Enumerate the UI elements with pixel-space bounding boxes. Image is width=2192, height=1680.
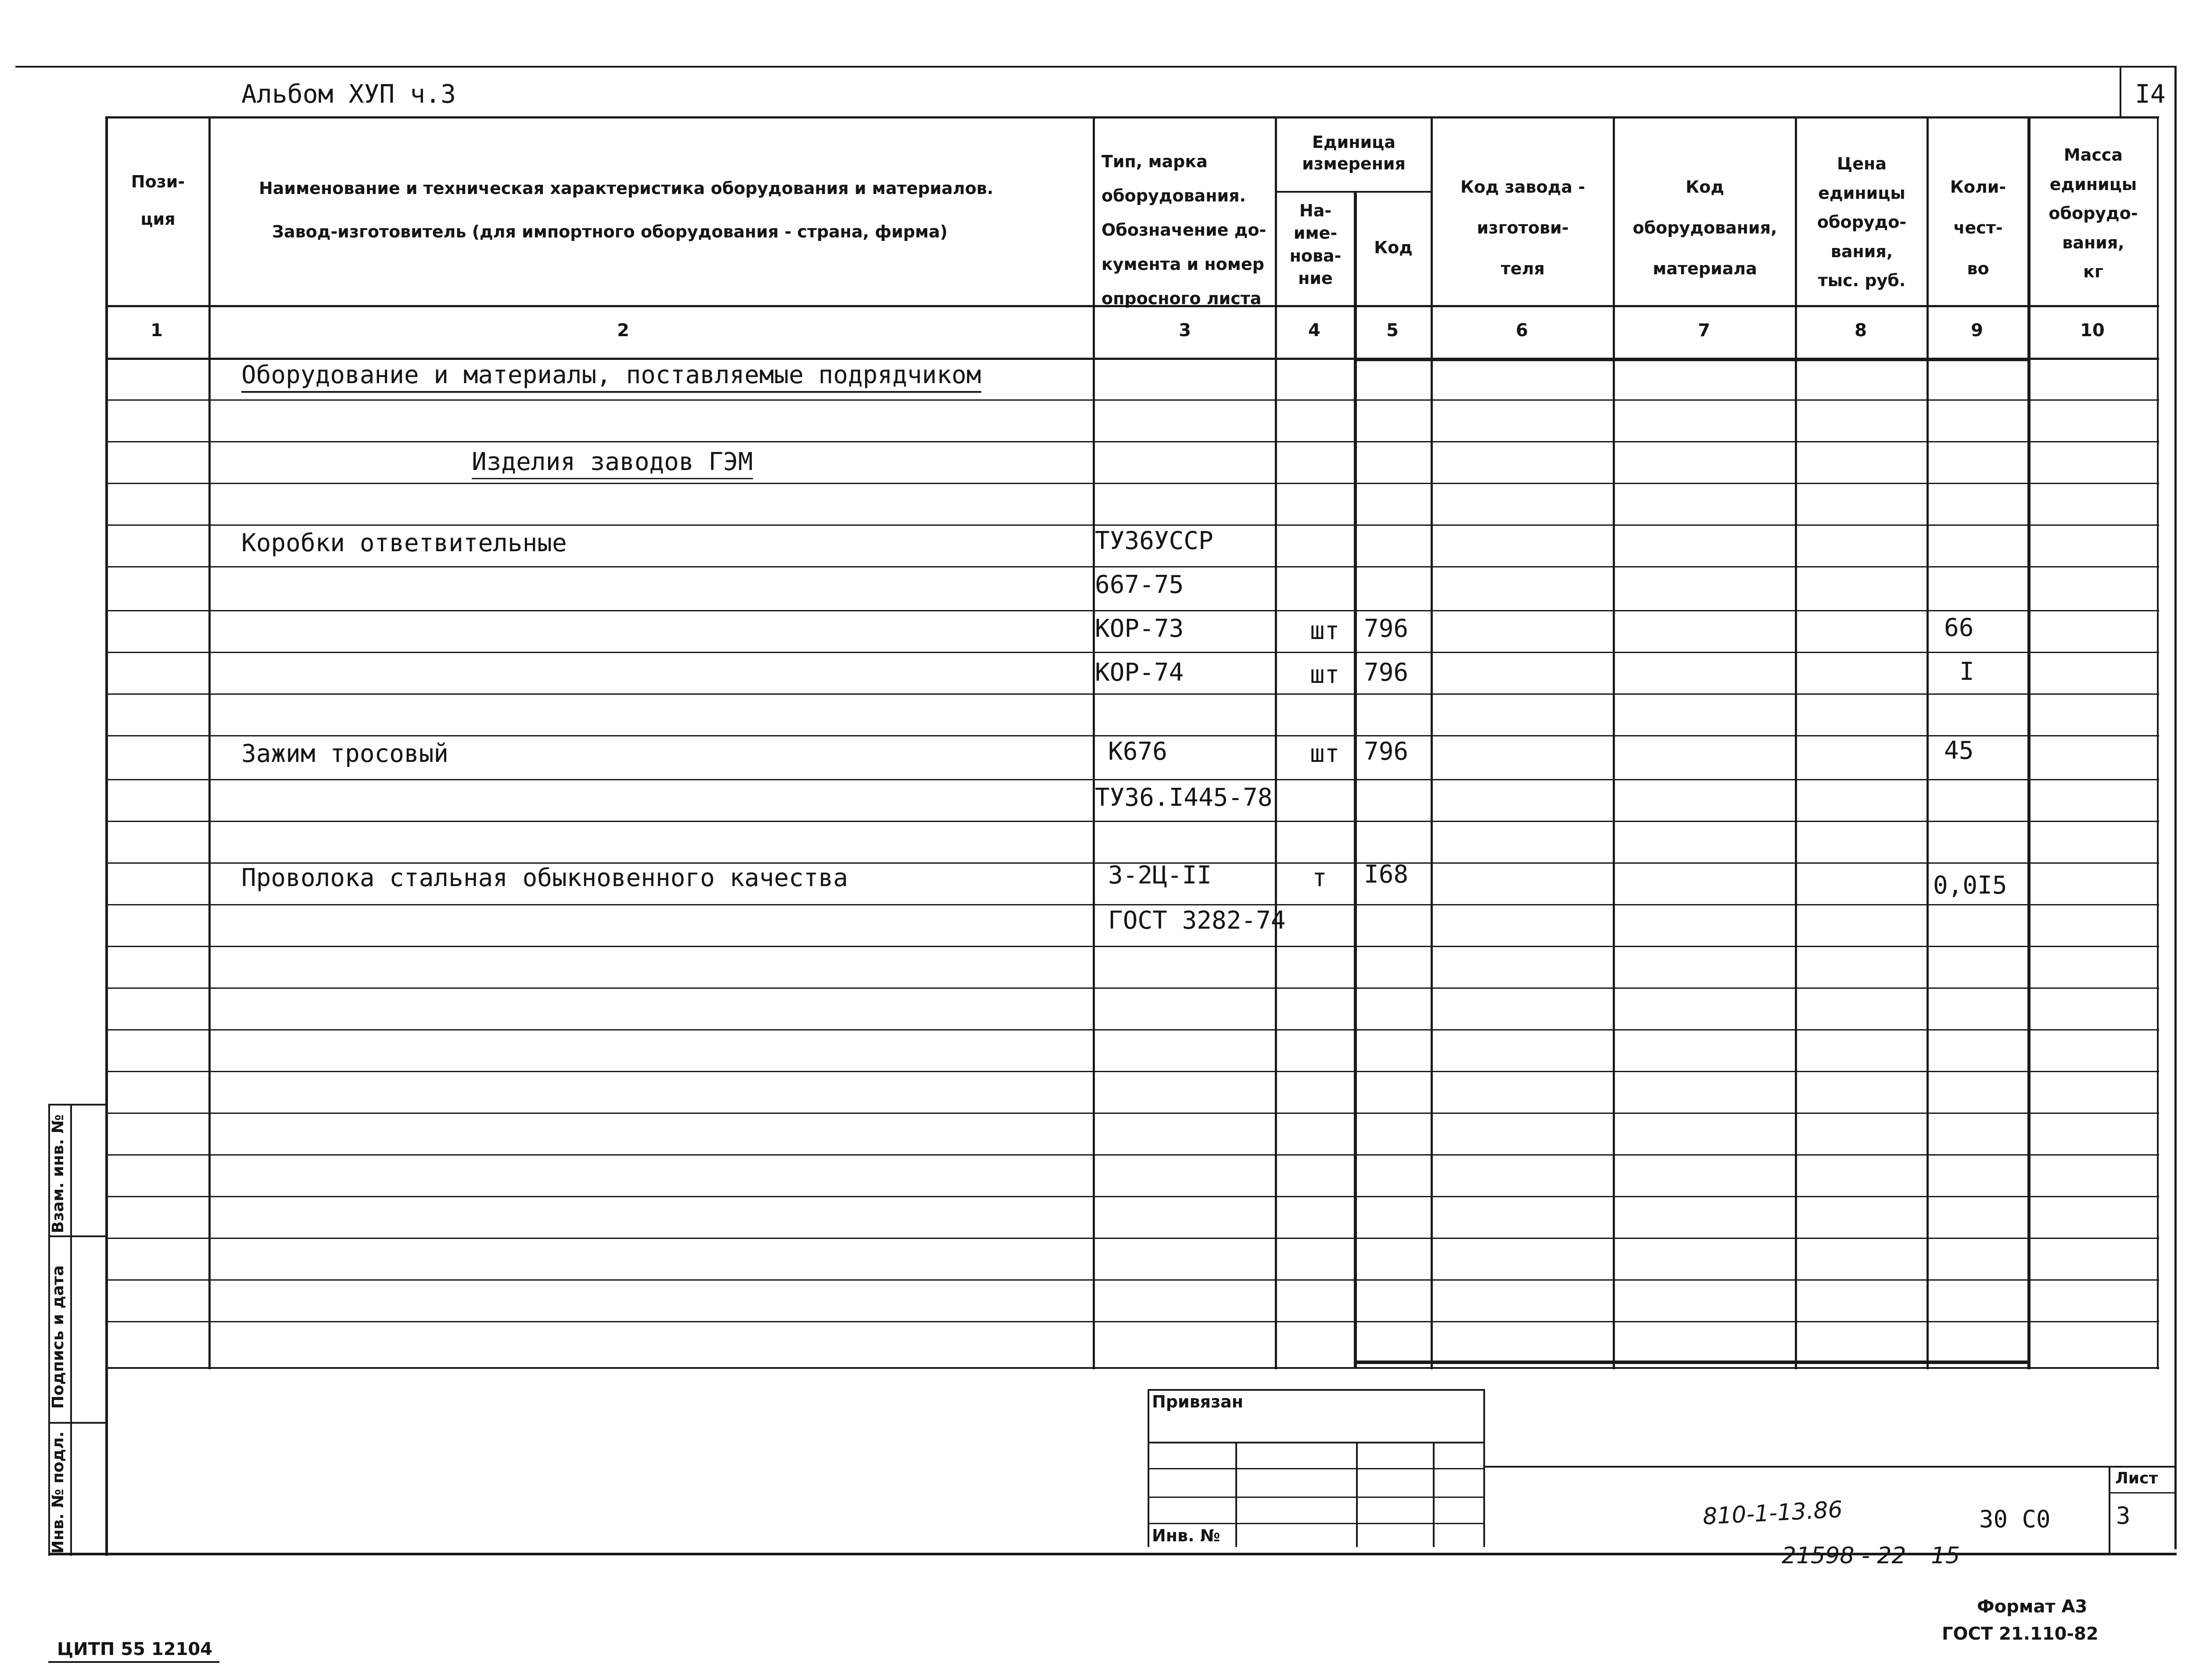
header-price: Цена единицы оборудо- вания, тыс. руб. (1817, 154, 1907, 290)
header-unit-code: Код (1374, 238, 1413, 257)
inv-no-label: Инв. № (1152, 1526, 1220, 1545)
item-provoloka-unit: т (1312, 864, 1327, 892)
album-title: Альбом ХУП ч.3 (241, 79, 456, 109)
col-line-5 (1431, 116, 1433, 1369)
colnum-7: 7 (1698, 320, 1710, 341)
side-label-podpis: Подпись и дата (49, 1265, 67, 1409)
item-provoloka-code: I68 (1364, 860, 1409, 889)
header-equip-code: Код оборудования, материала (1632, 177, 1777, 279)
colnum-6: 6 (1516, 320, 1528, 341)
gost-label: ГОСТ 21.110-82 (1942, 1624, 2099, 1644)
col-line-9 (2027, 116, 2031, 1369)
item-provoloka-type: 3-2Ц-II (1108, 861, 1212, 890)
colnum-3: 3 (1179, 320, 1191, 341)
colnum-8: 8 (1855, 320, 1867, 341)
title-block-top (1483, 1466, 2174, 1468)
sheet-corner-number: I4 (2135, 79, 2166, 109)
col-line-10 (2157, 116, 2159, 1369)
item-zazhim-type-b: ТУ36.I445-78 (1095, 783, 1273, 812)
kor74-unit: шт (1310, 661, 1340, 689)
col-line-7 (1795, 116, 1797, 1369)
list-number: 3 (2116, 1502, 2131, 1529)
doc-code: 810-1-13.86 (1702, 1496, 1844, 1530)
kor73-qty: 66 (1944, 614, 1974, 642)
colnum-2: 2 (617, 320, 629, 341)
format-label: Формат А3 (1977, 1597, 2088, 1617)
colnum-1: 1 (151, 320, 163, 341)
citp-underline (48, 1661, 219, 1663)
header-mass: Масса единицы оборудо- вания, кг (2048, 145, 2138, 281)
archive-sheet: 15 (1931, 1543, 1960, 1569)
list-label: Лист (2115, 1469, 2158, 1487)
item-zazhim-type: К676 (1108, 737, 1167, 766)
header-name: Наименование и техническая характеристика оборудования и материалов. Завод-изготовитель (для импортного оборудования - страна, фирма) (259, 179, 994, 241)
col-line-8 (1927, 116, 1929, 1369)
unit-split-line (1275, 191, 1431, 193)
item-provoloka-qty: 0,0I5 (1933, 871, 2007, 900)
kor74-type: КОР-74 (1095, 658, 1184, 687)
right-border (2174, 66, 2177, 1549)
header-unit: Единица измерения (1302, 133, 1406, 174)
section-title: Оборудование и материалы, поставляемые подрядчиком (241, 361, 981, 393)
doc-suffix: 30 С0 (1979, 1505, 2051, 1533)
item-provoloka-type-b: ГОСТ 3282-74 (1108, 906, 1286, 935)
item-korobki-type-a: ТУ36УССР (1095, 527, 1213, 555)
header-factory: Код завода - изготови- теля (1460, 177, 1586, 279)
item-zazhim-name: Зажим тросовый (241, 739, 449, 768)
item-zazhim-qty: 45 (1944, 736, 1974, 765)
colnum-9: 9 (1971, 320, 1983, 341)
col-line-2 (1093, 116, 1095, 1369)
item-zazhim-code: 796 (1364, 737, 1409, 766)
side-label-vzam: Взам. инв. № (49, 1114, 67, 1233)
col-line-3 (1275, 116, 1277, 1369)
thick-block-top (1354, 358, 2030, 361)
colnum-4: 4 (1308, 320, 1320, 341)
top-border (15, 66, 2174, 68)
header-top-line (105, 116, 2159, 118)
citp-label: ЦИТП 55 12104 (57, 1639, 213, 1659)
corner-box-left (2120, 66, 2121, 118)
item-korobki-name: Коробки ответвительные (241, 529, 567, 557)
side-label-inv: Инв. № подл. (49, 1431, 67, 1554)
left-frame (105, 116, 108, 1556)
list-box-left (2109, 1466, 2110, 1554)
kor74-qty: I (1959, 657, 1974, 686)
list-box-split (2109, 1492, 2174, 1493)
col-line-1 (208, 116, 211, 1369)
kor73-type: КОР-73 (1095, 614, 1184, 643)
header-qty: Коли- чест- во (1950, 177, 2006, 279)
kor74-code: 796 (1364, 658, 1409, 687)
subsection-title: Изделия заводов ГЭМ (472, 448, 753, 479)
item-korobki-type-b: 667-75 (1095, 571, 1184, 599)
privyazan-label: Привязан (1152, 1392, 1244, 1411)
colnum-10: 10 (2080, 320, 2105, 341)
kor73-unit: шт (1310, 617, 1340, 645)
archive-number: 21598 - 22 (1782, 1543, 1906, 1569)
thick-block-bottom (1354, 1361, 2030, 1364)
col-line-6 (1613, 116, 1615, 1369)
item-provoloka-name: Проволока стальная обыкновенного качества (241, 864, 848, 892)
header-pos: Пози- ция (131, 172, 185, 229)
colnum-5: 5 (1386, 320, 1399, 341)
header-type: Тип, марка оборудования. Обозначение до- кумента и номер опросного листа (1101, 152, 1266, 308)
item-zazhim-unit: шт (1310, 739, 1340, 768)
kor73-code: 796 (1364, 614, 1409, 643)
header-unit-name: На- име- нова- ние (1289, 201, 1342, 288)
